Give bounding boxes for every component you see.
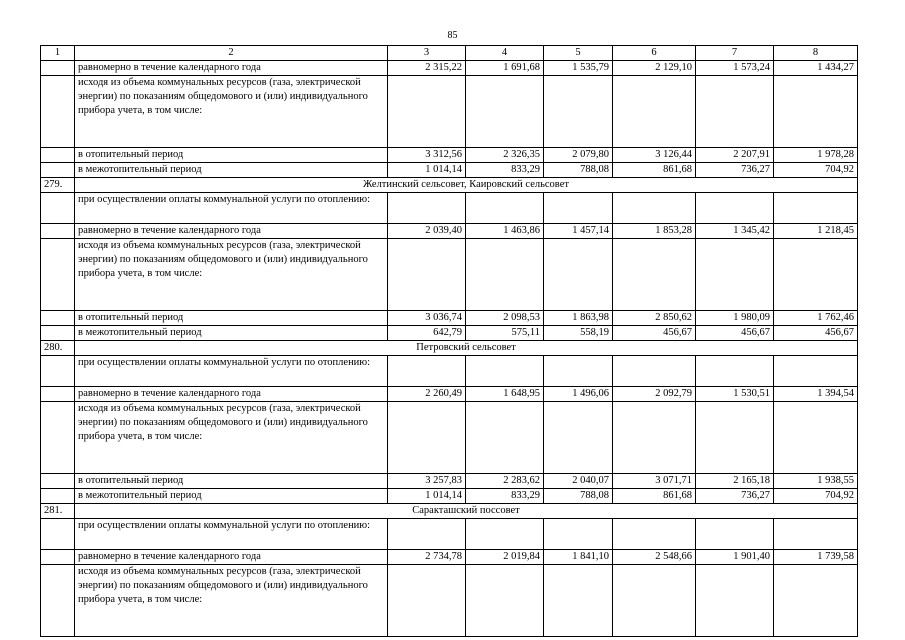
value-cell: [613, 565, 696, 637]
row-number-cell: [41, 61, 75, 76]
value-cell: 2 040,07: [544, 474, 613, 489]
row-label: в отопительный период: [75, 311, 388, 326]
value-cell: [388, 565, 466, 637]
row-label: исходя из объема коммунальных ресурсов (газа, электрической энергии) по показаниям общедомового и (или) индивидуального прибора учета, в том числе:: [75, 76, 388, 148]
value-cell: [774, 565, 858, 637]
row-label: равномерно в течение календарного года: [75, 61, 388, 76]
value-cell: 1 014,14: [388, 163, 466, 178]
section-row: [41, 341, 858, 356]
page-number: 85: [447, 30, 458, 41]
value-cell: 2 283,62: [466, 474, 544, 489]
column-header: 5: [544, 46, 613, 61]
table-row: [41, 326, 858, 341]
row-label: при осуществлении оплаты коммунальной услуги по отоплению:: [75, 193, 388, 224]
row-number-cell: [41, 224, 75, 239]
section-row: [41, 504, 858, 519]
table-row: [41, 224, 858, 239]
value-cell: [544, 402, 613, 474]
value-cell: 1 841,10: [544, 550, 613, 565]
table-row: [41, 76, 858, 148]
value-cell: [544, 565, 613, 637]
value-cell: 2 129,10: [613, 61, 696, 76]
value-cell: 1 739,58: [774, 550, 858, 565]
value-cell: 456,67: [696, 326, 774, 341]
section-title: Желтинский сельсовет, Каировский сельсовет: [75, 178, 858, 193]
column-header: 2: [75, 46, 388, 61]
value-cell: [466, 239, 544, 311]
value-cell: [613, 193, 696, 224]
row-label: исходя из объема коммунальных ресурсов (газа, электрической энергии) по показаниям общедомового и (или) индивидуального прибора учета, в том числе:: [75, 565, 388, 637]
value-cell: 2 734,78: [388, 550, 466, 565]
value-cell: 2 850,62: [613, 311, 696, 326]
row-number-cell: [41, 326, 75, 341]
value-cell: [613, 402, 696, 474]
table-row: [41, 550, 858, 565]
row-label: в межотопительный период: [75, 489, 388, 504]
row-label: в отопительный период: [75, 148, 388, 163]
value-cell: 1 978,28: [774, 148, 858, 163]
value-cell: 2 039,40: [388, 224, 466, 239]
section-number: 280.: [41, 341, 75, 356]
value-cell: 2 079,80: [544, 148, 613, 163]
value-cell: 2 315,22: [388, 61, 466, 76]
row-label: равномерно в течение календарного года: [75, 550, 388, 565]
value-cell: [466, 193, 544, 224]
value-cell: [544, 193, 613, 224]
value-cell: 558,19: [544, 326, 613, 341]
row-number-cell: [41, 474, 75, 489]
value-cell: [696, 239, 774, 311]
table-row: [41, 519, 858, 550]
column-header: 3: [388, 46, 466, 61]
table-row: [41, 61, 858, 76]
value-cell: [696, 193, 774, 224]
value-cell: [466, 519, 544, 550]
value-cell: 1 573,24: [696, 61, 774, 76]
value-cell: 1 457,14: [544, 224, 613, 239]
section-number: 281.: [41, 504, 75, 519]
value-cell: [544, 76, 613, 148]
value-cell: [544, 356, 613, 387]
value-cell: 3 257,83: [388, 474, 466, 489]
value-cell: 3 071,71: [613, 474, 696, 489]
value-cell: [774, 239, 858, 311]
table-row: [41, 356, 858, 387]
table-row: [41, 163, 858, 178]
value-cell: [613, 519, 696, 550]
section-title: Саракташский поссовет: [75, 504, 858, 519]
value-cell: [388, 239, 466, 311]
value-cell: 1 434,27: [774, 61, 858, 76]
column-header: 1: [41, 46, 75, 61]
value-cell: [466, 356, 544, 387]
value-cell: 704,92: [774, 163, 858, 178]
value-cell: 1 345,42: [696, 224, 774, 239]
value-cell: 833,29: [466, 489, 544, 504]
value-cell: 456,67: [613, 326, 696, 341]
table-row: [41, 239, 858, 311]
value-cell: 3 312,56: [388, 148, 466, 163]
value-cell: [696, 76, 774, 148]
column-header: 6: [613, 46, 696, 61]
value-cell: 861,68: [613, 489, 696, 504]
value-cell: [388, 519, 466, 550]
value-cell: 1 691,68: [466, 61, 544, 76]
value-cell: [388, 356, 466, 387]
value-cell: 2 165,18: [696, 474, 774, 489]
section-number: 279.: [41, 178, 75, 193]
value-cell: [466, 565, 544, 637]
value-cell: [466, 402, 544, 474]
value-cell: [544, 239, 613, 311]
row-number-cell: [41, 148, 75, 163]
value-cell: 704,92: [774, 489, 858, 504]
value-cell: [774, 193, 858, 224]
value-cell: 736,27: [696, 489, 774, 504]
row-number-cell: [41, 239, 75, 311]
row-label: в отопительный период: [75, 474, 388, 489]
value-cell: 2 092,79: [613, 387, 696, 402]
row-label: при осуществлении оплаты коммунальной услуги по отоплению:: [75, 519, 388, 550]
row-number-cell: [41, 489, 75, 504]
value-cell: 736,27: [696, 163, 774, 178]
column-header: 7: [696, 46, 774, 61]
value-cell: [466, 76, 544, 148]
value-cell: [388, 76, 466, 148]
value-cell: 833,29: [466, 163, 544, 178]
value-cell: 1 218,45: [774, 224, 858, 239]
table-row: [41, 474, 858, 489]
value-cell: 1 980,09: [696, 311, 774, 326]
value-cell: 1 938,55: [774, 474, 858, 489]
value-cell: [696, 519, 774, 550]
value-cell: 1 762,46: [774, 311, 858, 326]
row-label: исходя из объема коммунальных ресурсов (газа, электрической энергии) по показаниям общедомового и (или) индивидуального прибора учета, в том числе:: [75, 402, 388, 474]
value-cell: 788,08: [544, 163, 613, 178]
row-label: исходя из объема коммунальных ресурсов (газа, электрической энергии) по показаниям общедомового и (или) индивидуального прибора учета, в том числе:: [75, 239, 388, 311]
value-cell: 2 260,49: [388, 387, 466, 402]
table-body: [41, 61, 858, 637]
value-cell: [774, 356, 858, 387]
header-row: [41, 46, 858, 61]
value-cell: 1 863,98: [544, 311, 613, 326]
value-cell: [696, 402, 774, 474]
table-row: [41, 148, 858, 163]
value-cell: 575,11: [466, 326, 544, 341]
row-number-cell: [41, 311, 75, 326]
value-cell: 1 901,40: [696, 550, 774, 565]
table-row: [41, 193, 858, 224]
tariff-table: [40, 45, 858, 637]
value-cell: 2 326,35: [466, 148, 544, 163]
value-cell: 3 126,44: [613, 148, 696, 163]
value-cell: [544, 519, 613, 550]
row-label: в межотопительный период: [75, 163, 388, 178]
row-label: равномерно в течение календарного года: [75, 387, 388, 402]
column-header: 4: [466, 46, 544, 61]
row-label: в межотопительный период: [75, 326, 388, 341]
row-number-cell: [41, 163, 75, 178]
value-cell: [613, 356, 696, 387]
table-row: [41, 311, 858, 326]
value-cell: 1 648,95: [466, 387, 544, 402]
value-cell: 861,68: [613, 163, 696, 178]
row-number-cell: [41, 550, 75, 565]
row-label: при осуществлении оплаты коммунальной услуги по отоплению:: [75, 356, 388, 387]
value-cell: 2 019,84: [466, 550, 544, 565]
value-cell: [388, 193, 466, 224]
row-number-cell: [41, 519, 75, 550]
value-cell: 2 207,91: [696, 148, 774, 163]
row-label: равномерно в течение календарного года: [75, 224, 388, 239]
value-cell: 2 548,66: [613, 550, 696, 565]
section-row: [41, 178, 858, 193]
value-cell: [696, 565, 774, 637]
value-cell: [388, 402, 466, 474]
value-cell: 1 530,51: [696, 387, 774, 402]
value-cell: 1 463,86: [466, 224, 544, 239]
value-cell: 1 496,06: [544, 387, 613, 402]
value-cell: 788,08: [544, 489, 613, 504]
value-cell: 1 394,54: [774, 387, 858, 402]
table-row: [41, 489, 858, 504]
value-cell: [696, 356, 774, 387]
value-cell: [774, 519, 858, 550]
table-row: [41, 565, 858, 637]
row-number-cell: [41, 356, 75, 387]
value-cell: 1 535,79: [544, 61, 613, 76]
value-cell: [613, 76, 696, 148]
value-cell: [774, 402, 858, 474]
table-row: [41, 387, 858, 402]
value-cell: 642,79: [388, 326, 466, 341]
table-row: [41, 402, 858, 474]
value-cell: 3 036,74: [388, 311, 466, 326]
row-number-cell: [41, 193, 75, 224]
value-cell: 456,67: [774, 326, 858, 341]
row-number-cell: [41, 402, 75, 474]
row-number-cell: [41, 565, 75, 637]
column-header: 8: [774, 46, 858, 61]
value-cell: [774, 76, 858, 148]
value-cell: 1 014,14: [388, 489, 466, 504]
row-number-cell: [41, 76, 75, 148]
row-number-cell: [41, 387, 75, 402]
value-cell: [613, 239, 696, 311]
value-cell: 2 098,53: [466, 311, 544, 326]
section-title: Петровский сельсовет: [75, 341, 858, 356]
value-cell: 1 853,28: [613, 224, 696, 239]
